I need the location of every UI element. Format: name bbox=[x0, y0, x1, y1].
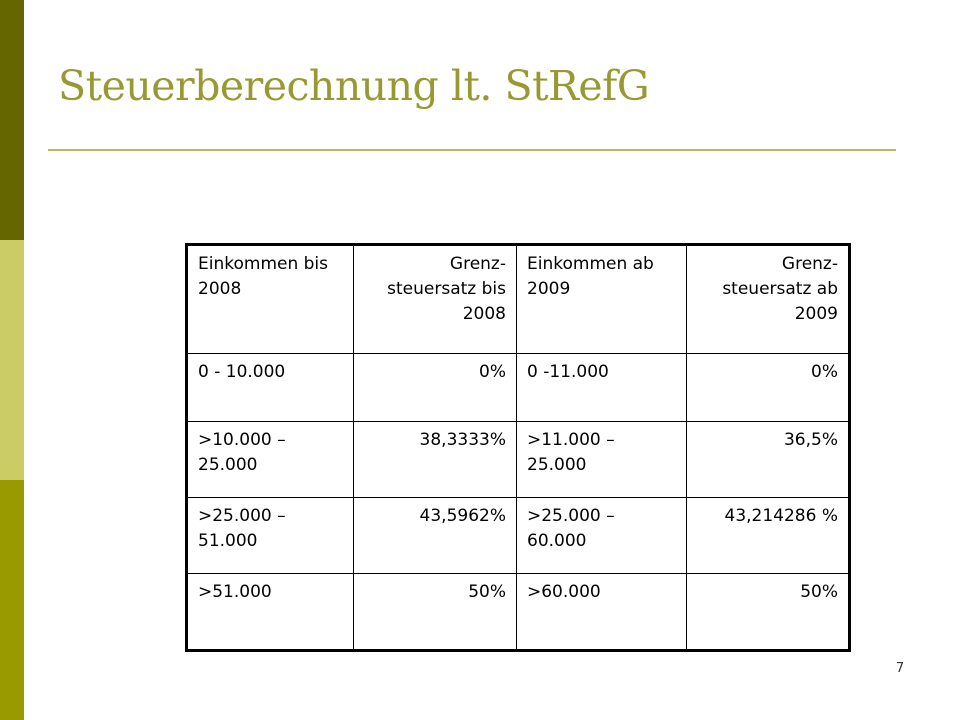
cell-rate-2009: 43,214286 % bbox=[687, 498, 850, 574]
cell-rate-2009: 50% bbox=[687, 574, 850, 651]
table-row bbox=[187, 354, 850, 422]
cell-income-2008: >51.000 bbox=[187, 574, 354, 651]
cell-rate-2008: 0% bbox=[354, 354, 517, 422]
header-rate-2009: Grenz-steuersatz ab 2009 bbox=[687, 245, 850, 354]
header-income-2008: Einkommen bis 2008 bbox=[187, 245, 354, 354]
table-row bbox=[187, 498, 850, 574]
sidebar-accent-top bbox=[0, 0, 24, 240]
table-row bbox=[187, 574, 850, 651]
tax-rate-table bbox=[185, 243, 851, 652]
title-underline bbox=[48, 149, 896, 151]
sidebar-accent-bottom bbox=[0, 480, 24, 720]
cell-rate-2009: 0% bbox=[687, 354, 850, 422]
page-number: 7 bbox=[895, 661, 905, 676]
header-rate-2008: Grenz-steuersatz bis 2008 bbox=[354, 245, 517, 354]
cell-income-2009: >11.000 – 25.000 bbox=[517, 422, 687, 498]
cell-income-2008: 0 - 10.000 bbox=[187, 354, 354, 422]
cell-income-2009: 0 -11.000 bbox=[517, 354, 687, 422]
cell-rate-2008: 43,5962% bbox=[354, 498, 517, 574]
cell-rate-2009: 36,5% bbox=[687, 422, 850, 498]
sidebar-accent-middle bbox=[0, 240, 24, 480]
cell-income-2009: >60.000 bbox=[517, 574, 687, 651]
cell-income-2008: >25.000 – 51.000 bbox=[187, 498, 354, 574]
cell-rate-2008: 38,3333% bbox=[354, 422, 517, 498]
cell-income-2009: >25.000 – 60.000 bbox=[517, 498, 687, 574]
slide-title: Steuerberechnung lt. StRefG bbox=[58, 62, 650, 110]
table-row bbox=[187, 422, 850, 498]
cell-income-2008: >10.000 – 25.000 bbox=[187, 422, 354, 498]
cell-rate-2008: 50% bbox=[354, 574, 517, 651]
header-income-2009: Einkommen ab 2009 bbox=[517, 245, 687, 354]
table-header-row bbox=[187, 245, 850, 354]
